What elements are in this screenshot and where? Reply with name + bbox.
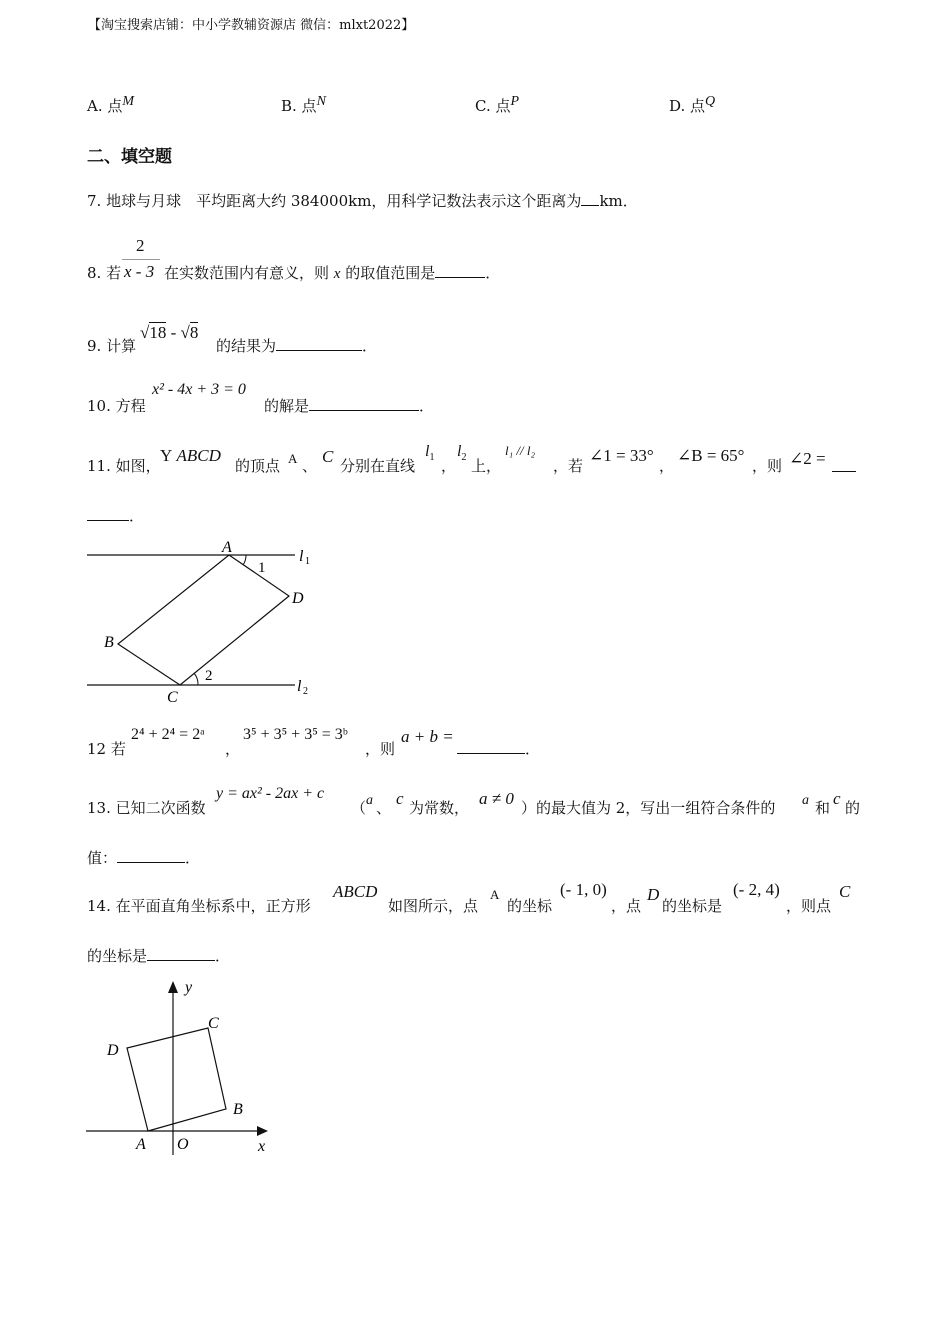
option-c [475,94,519,116]
q13-line2-text: 值： [87,849,118,867]
q7-unit: km． [599,192,638,210]
q12-blank [457,739,525,754]
q11-blank-2 [87,506,129,521]
sqrt-icon: √ [180,323,190,342]
question-12 [87,738,126,759]
question-7 [87,190,638,211]
q10-rest [264,395,434,416]
q11-sep: 、 [302,457,318,475]
q13-a: a [366,793,373,808]
q11-t5: ， [659,457,675,475]
q9-blank [276,336,362,351]
q12-t: ，则 [365,740,396,758]
q13-c2: c [833,789,841,808]
section-title: 二、填空题 [87,147,172,167]
option-b-var: N [316,94,326,109]
q9-rest [216,335,377,356]
q7-blank [581,191,599,206]
label-a: A [136,1136,146,1153]
question-8 [87,262,121,283]
option-c-var: P [510,94,520,109]
q14-line2 [87,945,230,966]
label-d: D [292,590,304,607]
q13-cond: a ≠ 0 [479,789,514,808]
q11-comma: ， [441,457,457,475]
q11-shape-name: ABCD [176,446,221,465]
q12-blank-wrap [457,738,540,759]
option-a-var: M [122,94,135,109]
option-a-label: A. 点 [87,97,123,115]
q11-angle-b: ∠B = 65° [677,446,745,465]
q13-and: 和 [815,799,831,817]
q8-fraction-bar [122,259,160,260]
q11-prefix: 11. 如图， [87,457,161,475]
q13-t3: ）的最大值为 2，写出一组符合条件的 [521,799,776,817]
q13-sep: 、 [376,799,392,817]
q8-var: x [333,266,341,282]
q11-t3: 上， [471,457,502,475]
q14-end: ． [215,947,231,965]
q8-middle: 在实数范围内有意义，则 [164,264,330,282]
q11-t6: ，则 [752,457,783,475]
q12-prefix: 12 若 [87,740,126,758]
q14-t5: ，则点 [786,897,832,915]
q10-prefix: 10. 方程 [87,397,146,415]
square-abcd [127,1028,226,1131]
q11-l2 [457,443,466,463]
q9-suffix: 的结果为 [216,337,277,355]
q11-end: ． [129,507,145,525]
q12-sep: ， [225,740,241,758]
q14-line2-text: 的坐标是 [87,947,148,965]
question-11 [87,455,161,476]
label-c: C [208,1015,219,1032]
x-axis-arrow-icon [257,1126,268,1136]
q14-t2: 的坐标 [507,897,553,915]
label-x: x [258,1138,266,1155]
q14-coord-d: (- 2, 4) [733,880,780,899]
q14-blank [147,946,215,961]
angle-1-arc [243,555,246,565]
label-a: A [222,539,232,556]
q11-angle-2: ∠2 = [789,449,826,468]
label-l1: l [299,548,304,565]
label-1: 1 [258,560,266,576]
q11-parallel: l₁ // l₂ [505,443,535,458]
q10-suffix: 的解是 [264,397,310,415]
sqrt-icon: √ [140,323,150,342]
q11-point-c: C [322,447,334,466]
q11-l1-letter: l [425,443,430,460]
q14-coord-a: (- 1, 0) [560,880,607,899]
label-l2-sub: 2 [303,686,308,697]
label-d: D [107,1042,119,1059]
q14-point-c: C [839,882,851,901]
label-o: O [177,1136,189,1153]
q9-expr-a: 18 [149,323,167,342]
label-l1-sub: 1 [305,556,310,567]
q13-end: ． [185,849,201,867]
page-header: 【淘宝搜索店铺：中小学教辅资源店 微信：mlxt2022】 [88,18,415,33]
q11-shape [160,446,221,466]
q11-t1: 的顶点 [235,457,281,475]
q14-t4: 的坐标是 [662,897,723,915]
angle-2-arc [194,673,198,685]
q12-expr: a + b = [401,727,454,746]
q13-func: y = ax² - 2ax + c [216,785,325,802]
q7-text: 7. 地球与月球 平均距离大约 384000km，用科学记数法表示这个距离为 [87,192,582,210]
q13-blank [117,848,185,863]
q10-blank [309,396,419,411]
option-d-label: D. 点 [669,97,706,115]
q13-t4: 的 [845,799,861,817]
option-d-var: Q [705,94,716,109]
q14-point-d: D [647,885,660,904]
q11-point-a: A [288,451,298,466]
option-a [87,94,134,116]
q9-minus: - [170,323,177,342]
q12-end: ． [525,740,541,758]
q8-denominator: x - 3 [124,262,155,281]
figure-coordinate-square [80,972,280,1162]
q14-prefix: 14. 在平面直角坐标系中，正方形 [87,897,311,915]
q12-eq1: 2⁴ + 2⁴ = 2ᵃ [131,726,205,743]
q11-l2-letter: l [457,443,462,460]
q10-end: ． [419,397,435,415]
q12-eq2: 3⁵ + 3⁵ + 3⁵ = 3ᵇ [243,726,348,743]
label-b: B [104,634,114,651]
figure-parallelogram [80,530,330,710]
q14-shape: ABCD [333,882,378,901]
q10-equation: x² - 4x + 3 = 0 [152,381,246,398]
question-10 [87,395,146,416]
q8-suffix: 的取值范围是 [345,264,436,282]
q13-c: c [396,789,404,808]
q11-angle-1: ∠1 = 33° [589,446,654,465]
label-2: 2 [205,668,213,684]
q14-point-a: A [490,887,500,902]
q8-numerator: 2 [136,236,145,255]
q13-line2 [87,847,200,868]
q11-t2: 分别在直线 [340,457,416,475]
q9-end: ． [362,337,378,355]
option-c-label: C. 点 [475,97,511,115]
q8-blank [435,263,485,278]
q9-prefix: 9. 计算 [87,337,137,355]
label-b: B [233,1101,243,1118]
parallelogram-icon: Y [160,446,173,465]
label-l2: l [297,678,302,695]
q14-t1: 如图所示，点 [388,897,479,915]
q11-blank-1 [832,457,856,472]
option-d [669,94,715,116]
y-axis-arrow-icon [168,981,178,993]
q8-prefix: 8. 若 [87,264,122,282]
q11-l1 [425,443,434,463]
q9-expression [140,323,198,343]
q13-a2: a [802,793,809,808]
label-c: C [167,689,178,706]
option-b-label: B. 点 [281,97,317,115]
q8-end: ． [485,264,501,282]
q13-prefix: 13. 已知二次函数 [87,799,206,817]
q14-t3: ，点 [611,897,642,915]
label-y: y [185,979,193,996]
q8-rest [164,262,500,283]
q11-t4: ，若 [553,457,584,475]
q13-t1: （ [351,799,367,817]
q9-expr-b: 8 [189,323,199,342]
q11-l2-sub: 2 [461,452,467,464]
q11-l1-sub: 1 [429,452,435,464]
q11-line2 [87,505,144,526]
option-b [281,94,326,116]
question-9 [87,335,136,356]
q13-t2: 为常数， [409,799,470,817]
